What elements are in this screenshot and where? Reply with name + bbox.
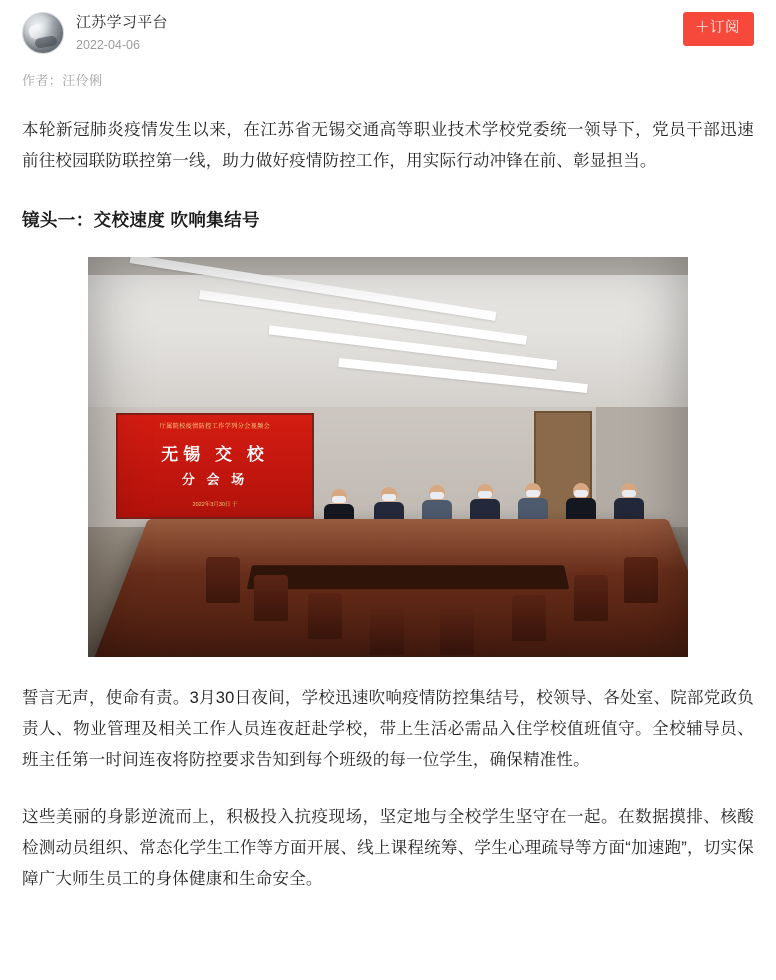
led-screen-line-1: 厅属院校疫情防控工作学列分会视频会 (159, 424, 271, 430)
photo-ceiling (88, 257, 688, 407)
account-avatar-icon[interactable] (22, 12, 64, 54)
photo-chair (440, 609, 474, 655)
article-header (0, 0, 776, 52)
photo-led-screen (116, 413, 314, 519)
photo-chair (206, 557, 240, 603)
author-line: 作者：汪伶俐 (22, 73, 103, 88)
section-title-1: 镜头一：交校速度 吹响集结号 (22, 210, 260, 230)
photo-chair (254, 575, 288, 621)
photo-chair (574, 575, 608, 621)
meeting-room-photo[interactable] (88, 257, 688, 657)
photo-chair (512, 595, 546, 641)
led-screen-line-2: 无锡 交 校 (161, 445, 269, 464)
led-screen-line-4: 2022年3月30日 于 (192, 502, 238, 508)
photo-chair (370, 609, 404, 655)
photo-chair (308, 593, 342, 639)
led-screen-line-3: 分 会 场 (181, 472, 249, 487)
paragraph-1: 本轮新冠肺炎疫情发生以来，在江苏省无锡交通高等职业技术学校党委统一领导下，党员干部迅速前往校园联防联控第一线，助力做好疫情防控工作，用实际行动冲锋在前、彰显担当。 (22, 121, 754, 170)
article-photo-wrapper (22, 257, 754, 657)
publish-date: 2022-04-06 (76, 38, 140, 52)
paragraph-2: 誓言无声，使命有责。3月30日夜间，学校迅速吹响疫情防控集结号，校领导、各处室、院部党政负责人、物业管理及相关工作人员连夜赶赴学校，带上生活必需品入住学校值班值守。全校辅导员、班主任第一时间连夜将防控要求告知到每个班级的每一位学生，确保精准性。 (22, 689, 754, 769)
subscribe-button[interactable]: ＋订阅 (683, 12, 754, 46)
article-body (0, 115, 776, 895)
photo-chair (624, 557, 658, 603)
paragraph-3: 这些美丽的身影逆流而上，积极投入抗疫现场，坚定地与全校学生坚守在一起。在数据摸排、核酸检测动员组织、常态化学生工作等方面开展、线上课程统筹、学生心理疏导等方面“加速跑”，切实保障广大师生员工的身体健康和生命安全。 (22, 808, 754, 888)
account-info (76, 12, 168, 54)
account-name[interactable]: 江苏学习平台 (76, 14, 168, 31)
